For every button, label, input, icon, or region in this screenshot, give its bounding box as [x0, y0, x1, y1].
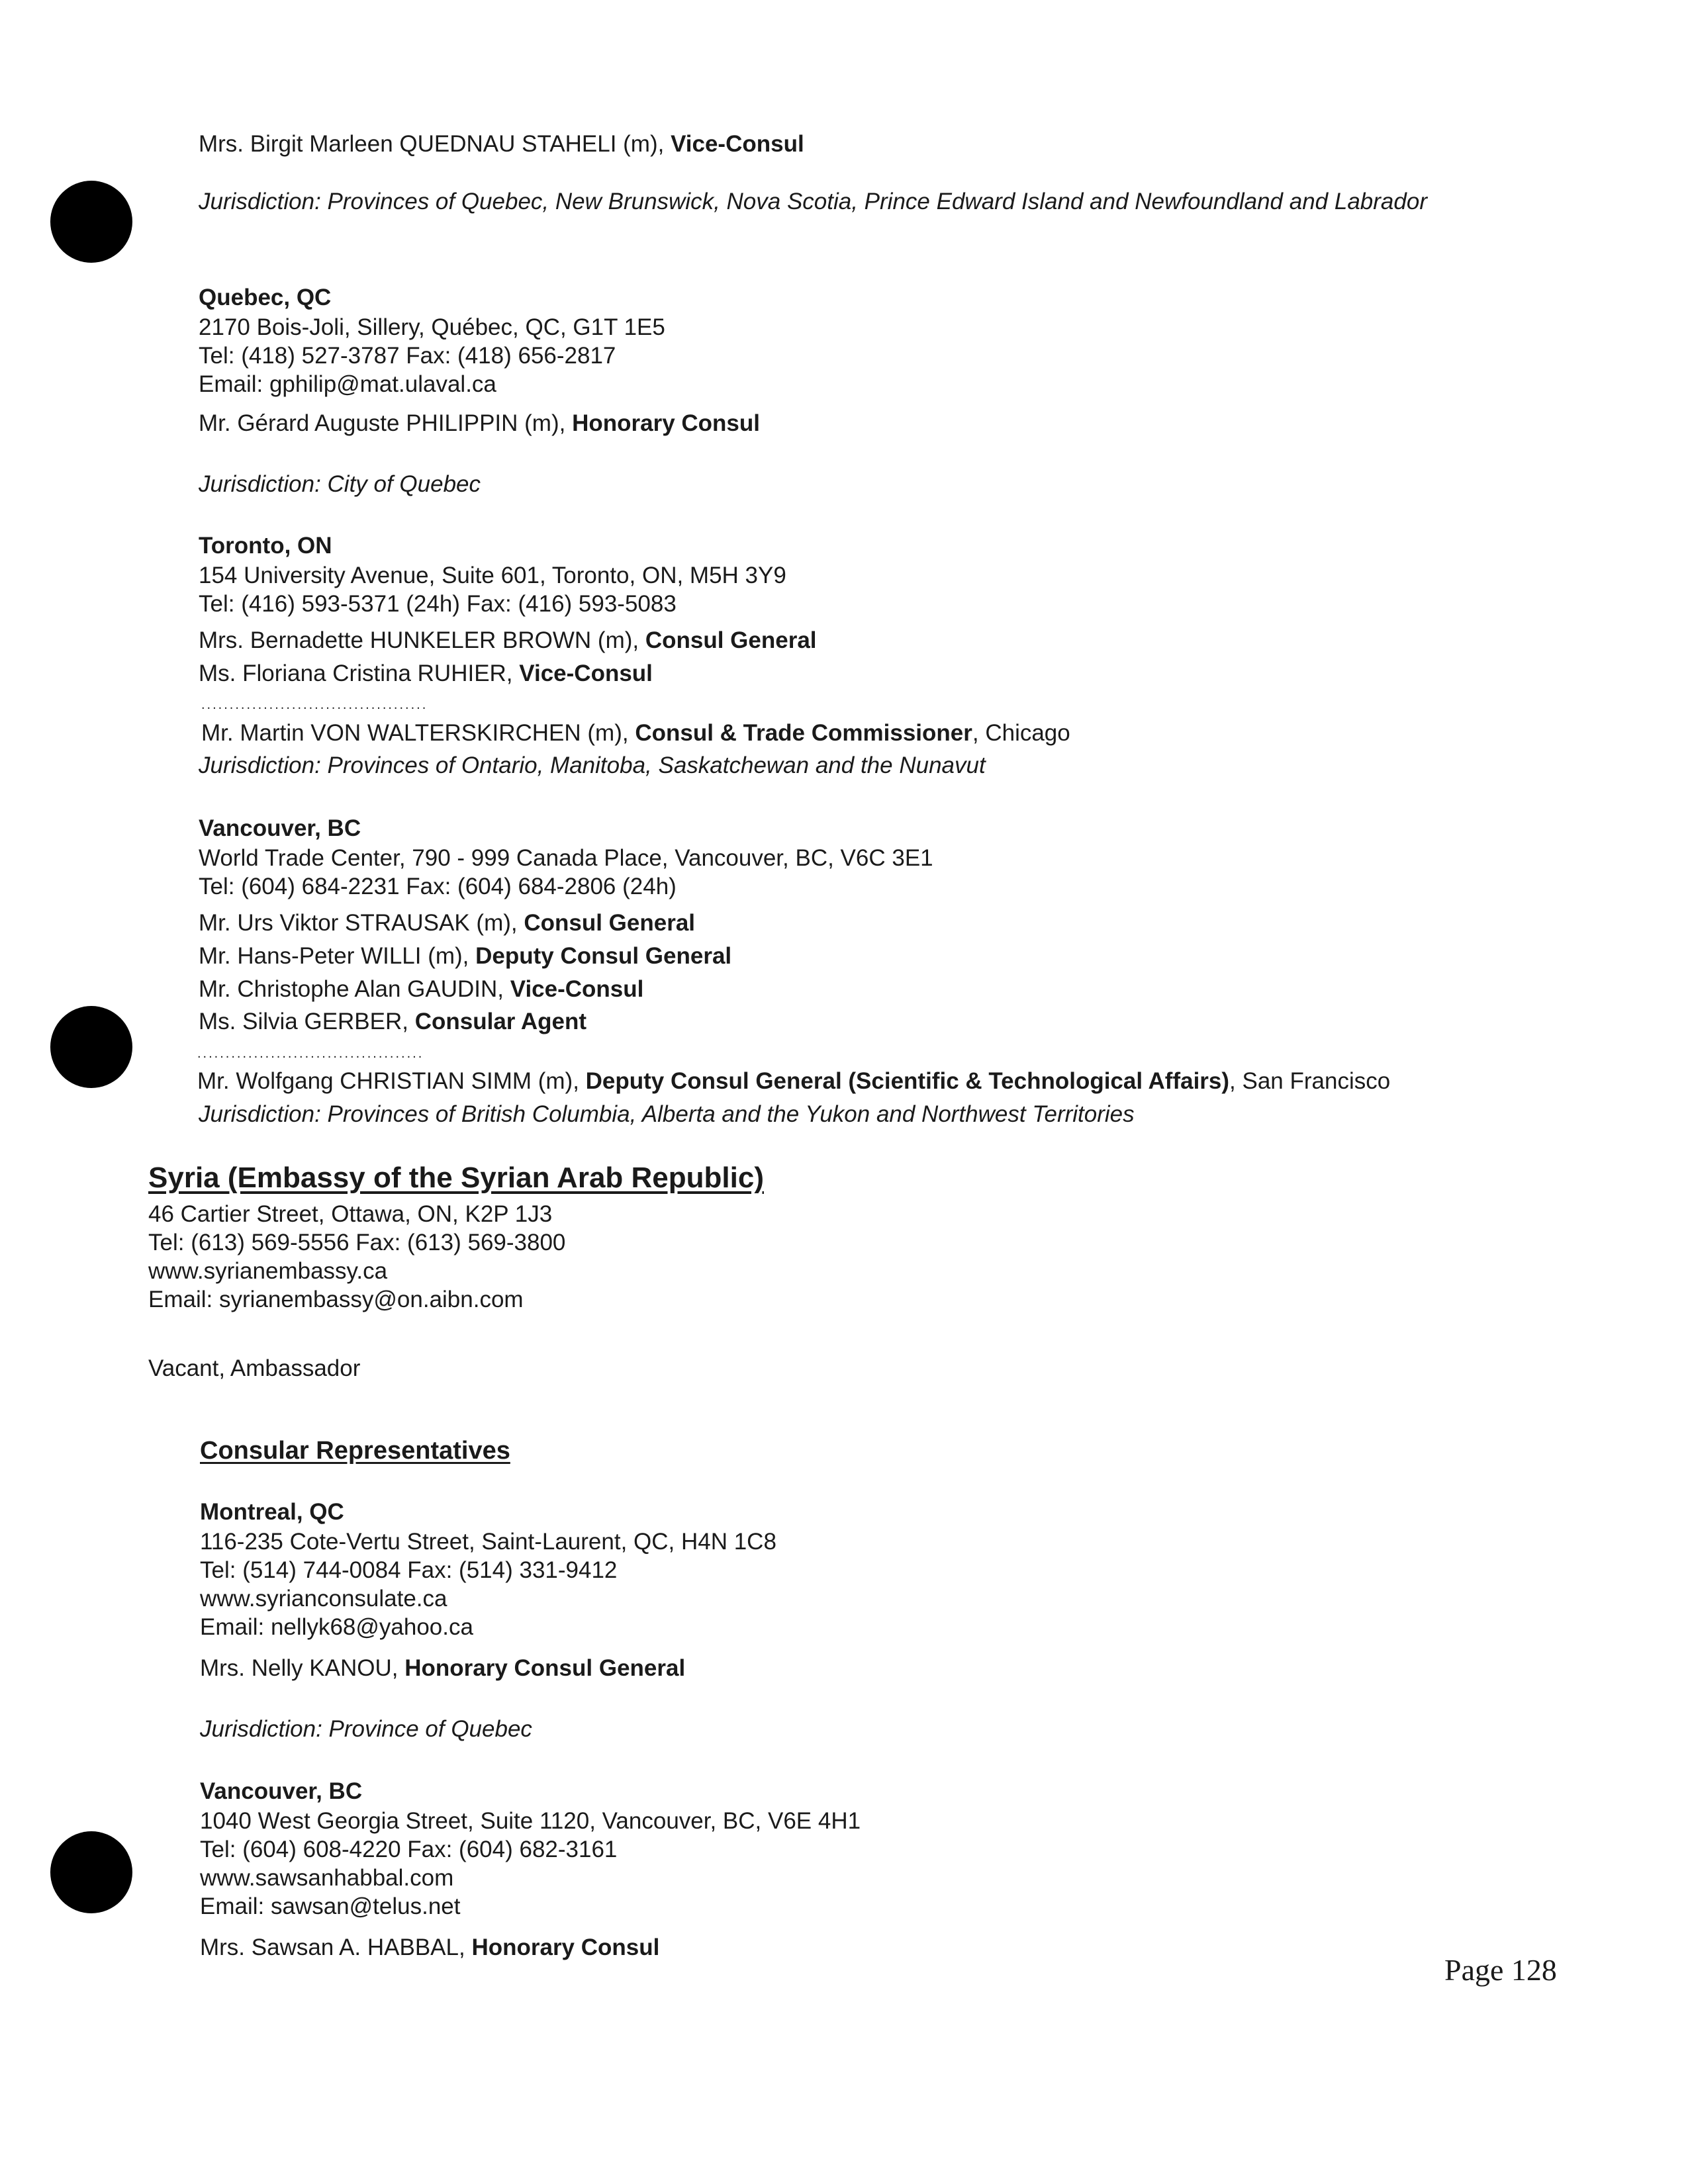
- officer-line: Mrs. Sawsan A. HABBAL, Honorary Consul: [200, 1934, 660, 1960]
- email-line: Email: syrianembassy@on.aibn.com: [148, 1287, 524, 1312]
- city-heading-vancouver: Vancouver, BC: [199, 815, 361, 841]
- officer-line: Mr. Hans-Peter WILLI (m), Deputy Consul General: [199, 943, 732, 969]
- officer-line: Mr. Urs Viktor STRAUSAK (m), Consul General: [199, 910, 696, 936]
- country-heading-syria: Syria (Embassy of the Syrian Arab Republic): [148, 1161, 764, 1194]
- jurisdiction-text: Jurisdiction: Provinces of British Columbia, Alberta and the Yukon and Northwest Territories: [199, 1101, 1135, 1127]
- address-line: 154 University Avenue, Suite 601, Toronto, ON, M5H 3Y9: [199, 563, 786, 588]
- address-line: 2170 Bois-Joli, Sillery, Québec, QC, G1T 1E5: [199, 314, 665, 340]
- city-heading-quebec: Quebec, QC: [199, 285, 332, 310]
- punch-hole-top: [50, 181, 132, 263]
- website-line: www.sawsanhabbal.com: [200, 1865, 454, 1891]
- jurisdiction-text: Jurisdiction: City of Quebec: [199, 471, 481, 497]
- address-line: World Trade Center, 790 - 999 Canada Place, Vancouver, BC, V6C 3E1: [199, 845, 933, 871]
- ambassador-line: Vacant, Ambassador: [148, 1355, 361, 1381]
- jurisdiction-text: Jurisdiction: Province of Quebec: [200, 1716, 532, 1742]
- website-line: www.syrianconsulate.ca: [200, 1586, 447, 1612]
- officer-line: Mrs. Birgit Marleen QUEDNAU STAHELI (m), Vice-Consul: [199, 131, 804, 157]
- phone-line: Tel: (604) 684-2231 Fax: (604) 684-2806 (24h): [199, 874, 677, 899]
- email-line: Email: gphilip@mat.ulaval.ca: [199, 371, 496, 397]
- officer-line: Ms. Floriana Cristina RUHIER, Vice-Consul: [199, 660, 653, 686]
- city-heading-toronto: Toronto, ON: [199, 533, 332, 559]
- jurisdiction-text: Jurisdiction: Provinces of Ontario, Manitoba, Saskatchewan and the Nunavut: [199, 752, 986, 778]
- officer-line: Mrs. Bernadette HUNKELER BROWN (m), Consul General: [199, 627, 817, 653]
- officer-line: Mr. Christophe Alan GAUDIN, Vice-Consul: [199, 976, 644, 1002]
- officer-line: Mr. Gérard Auguste PHILIPPIN (m), Honorary Consul: [199, 410, 760, 436]
- dotted-separator: ........................................: [197, 1046, 424, 1061]
- phone-line: Tel: (514) 744-0084 Fax: (514) 331-9412: [200, 1557, 618, 1583]
- email-line: Email: nellyk68@yahoo.ca: [200, 1614, 473, 1640]
- page-number: Page 128: [1444, 1953, 1557, 1987]
- city-heading-montreal: Montreal, QC: [200, 1499, 344, 1525]
- officer-line: Mrs. Nelly KANOU, Honorary Consul General: [200, 1655, 686, 1681]
- consular-representatives-heading: Consular Representatives: [200, 1437, 510, 1465]
- dotted-separator: ........................................: [201, 698, 428, 712]
- punch-hole-bottom: [50, 1831, 132, 1913]
- officer-line: Mr. Wolfgang CHRISTIAN SIMM (m), Deputy Consul General (Scientific & Technological Affairs), San Francisco: [197, 1068, 1391, 1094]
- phone-line: Tel: (604) 608-4220 Fax: (604) 682-3161: [200, 1837, 618, 1862]
- officer-line: Ms. Silvia GERBER, Consular Agent: [199, 1009, 587, 1034]
- officer-line: Mr. Martin VON WALTERSKIRCHEN (m), Consul & Trade Commissioner, Chicago: [201, 720, 1070, 746]
- website-line: www.syrianembassy.ca: [148, 1258, 388, 1284]
- phone-line: Tel: (416) 593-5371 (24h) Fax: (416) 593-5083: [199, 591, 677, 617]
- jurisdiction-text: Jurisdiction: Provinces of Quebec, New Brunswick, Nova Scotia, Prince Edward Island and Newfoundland and Labrador: [199, 189, 1427, 214]
- punch-hole-middle: [50, 1006, 132, 1088]
- phone-line: Tel: (613) 569-5556 Fax: (613) 569-3800: [148, 1230, 566, 1255]
- address-line: 1040 West Georgia Street, Suite 1120, Vancouver, BC, V6E 4H1: [200, 1808, 861, 1834]
- city-heading-vancouver: Vancouver, BC: [200, 1778, 363, 1804]
- address-line: 116-235 Cote-Vertu Street, Saint-Laurent, QC, H4N 1C8: [200, 1529, 776, 1555]
- email-line: Email: sawsan@telus.net: [200, 1893, 461, 1919]
- phone-line: Tel: (418) 527-3787 Fax: (418) 656-2817: [199, 343, 616, 369]
- address-line: 46 Cartier Street, Ottawa, ON, K2P 1J3: [148, 1201, 553, 1227]
